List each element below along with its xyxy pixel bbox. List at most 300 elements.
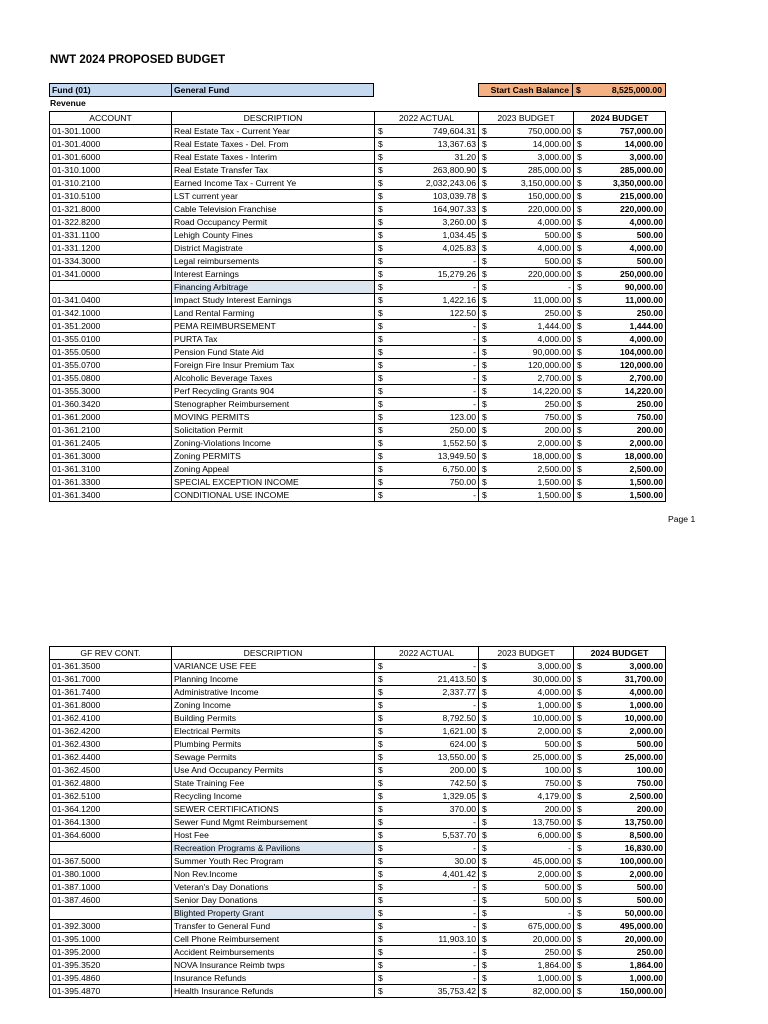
- actual-2022-cell: [375, 190, 479, 203]
- account-cell: 01-361.3100: [50, 463, 172, 476]
- header-2023-budget: 2023 BUDGET: [479, 647, 574, 660]
- currency-symbol: $: [577, 490, 582, 500]
- currency-symbol: $: [378, 490, 383, 500]
- table-row: [50, 972, 666, 985]
- description-cell: Veteran's Day Donations: [172, 881, 375, 894]
- budget-2024-cell: [574, 463, 666, 476]
- currency-symbol: $: [378, 947, 383, 957]
- budget-2023-cell: [479, 907, 574, 920]
- amount: 500.00: [544, 882, 571, 892]
- currency-symbol: $: [482, 869, 487, 879]
- currency-symbol: $: [577, 269, 582, 279]
- budget-2023-cell: [479, 777, 574, 790]
- currency-symbol: $: [378, 386, 383, 396]
- account-cell: 01-361.2100: [50, 424, 172, 437]
- budget-2024-cell: [574, 203, 666, 216]
- account-cell: 01-361.3500: [50, 660, 172, 673]
- account-cell: 01-361.2000: [50, 411, 172, 424]
- currency-symbol: $: [378, 726, 383, 736]
- currency-symbol: $: [577, 360, 582, 370]
- description-cell: Accident Reimbursements: [172, 946, 375, 959]
- amount: 1,500.00: [629, 477, 663, 487]
- currency-symbol: $: [576, 85, 581, 95]
- budget-2023-cell: [479, 346, 574, 359]
- amount: 1,552.50: [442, 438, 476, 448]
- currency-symbol: $: [577, 765, 582, 775]
- amount: 13,550.00: [437, 752, 476, 762]
- account-cell: 01-310.2100: [50, 177, 172, 190]
- actual-2022-cell: [375, 933, 479, 946]
- table-row: [50, 489, 666, 502]
- description-cell: NOVA Insurance Reimb twps: [172, 959, 375, 972]
- currency-symbol: $: [577, 178, 582, 188]
- amount: -: [473, 321, 476, 331]
- currency-symbol: $: [577, 661, 582, 671]
- budget-2024-cell: [574, 229, 666, 242]
- budget-2023-cell: [479, 372, 574, 385]
- amount: -: [473, 947, 476, 957]
- budget-2023-cell: [479, 437, 574, 450]
- amount: 4,000.00: [629, 687, 663, 697]
- amount: 30,000.00: [532, 674, 571, 684]
- budget-2023-cell: [479, 985, 574, 998]
- currency-symbol: $: [482, 243, 487, 253]
- currency-symbol: $: [378, 869, 383, 879]
- amount: 1,444.00: [537, 321, 571, 331]
- amount: -: [473, 661, 476, 671]
- amount: 250.00: [449, 425, 476, 435]
- table-row: [50, 738, 666, 751]
- currency-symbol: $: [577, 347, 582, 357]
- currency-symbol: $: [577, 739, 582, 749]
- description-cell: Zoning Income: [172, 699, 375, 712]
- currency-symbol: $: [378, 986, 383, 996]
- amount: 1,864.00: [537, 960, 571, 970]
- budget-2024-cell: [574, 138, 666, 151]
- currency-symbol: $: [577, 752, 582, 762]
- currency-symbol: $: [577, 399, 582, 409]
- currency-symbol: $: [577, 139, 582, 149]
- currency-symbol: $: [378, 765, 383, 775]
- amount: 150,000.00: [619, 986, 663, 996]
- budget-2024-cell: [574, 294, 666, 307]
- amount: -: [568, 908, 571, 918]
- actual-2022-cell: [375, 216, 479, 229]
- budget-2024-cell: [574, 764, 666, 777]
- table-row: [50, 725, 666, 738]
- currency-symbol: $: [482, 165, 487, 175]
- table-row: [50, 751, 666, 764]
- budget-2024-cell: [574, 307, 666, 320]
- account-cell: 01-334.3000: [50, 255, 172, 268]
- amount: 18,000.00: [624, 451, 663, 461]
- actual-2022-cell: [375, 946, 479, 959]
- currency-symbol: $: [378, 921, 383, 931]
- account-cell: 01-362.4300: [50, 738, 172, 751]
- account-cell: 01-362.4100: [50, 712, 172, 725]
- currency-symbol: $: [577, 165, 582, 175]
- amount: 1,500.00: [537, 490, 571, 500]
- currency-symbol: $: [577, 282, 582, 292]
- amount: 2,000.00: [629, 438, 663, 448]
- budget-2024-cell: [574, 686, 666, 699]
- revenue-label: Revenue: [50, 98, 86, 108]
- currency-symbol: $: [378, 256, 383, 266]
- table-row: [50, 777, 666, 790]
- table-row: [50, 933, 666, 946]
- description-cell: CONDITIONAL USE INCOME: [172, 489, 375, 502]
- budget-2023-cell: [479, 790, 574, 803]
- actual-2022-cell: [375, 411, 479, 424]
- currency-symbol: $: [482, 451, 487, 461]
- account-cell: 01-361.8000: [50, 699, 172, 712]
- actual-2022-cell: [375, 268, 479, 281]
- budget-2023-cell: [479, 294, 574, 307]
- amount: 90,000.00: [532, 347, 571, 357]
- amount: 3,000.00: [537, 152, 571, 162]
- amount: 500.00: [636, 230, 663, 240]
- amount: -: [568, 282, 571, 292]
- currency-symbol: $: [482, 399, 487, 409]
- description-cell: Building Permits: [172, 712, 375, 725]
- currency-symbol: $: [482, 386, 487, 396]
- table-row: [50, 450, 666, 463]
- budget-2024-cell: [574, 398, 666, 411]
- actual-2022-cell: [375, 229, 479, 242]
- actual-2022-cell: [375, 738, 479, 751]
- currency-symbol: $: [378, 713, 383, 723]
- budget-2024-cell: [574, 920, 666, 933]
- budget-2024-cell: [574, 385, 666, 398]
- currency-symbol: $: [378, 139, 383, 149]
- currency-symbol: $: [577, 451, 582, 461]
- table-row: [50, 190, 666, 203]
- account-cell: [50, 842, 172, 855]
- actual-2022-cell: [375, 816, 479, 829]
- currency-symbol: $: [577, 908, 582, 918]
- budget-2023-cell: [479, 255, 574, 268]
- budget-2023-cell: [479, 959, 574, 972]
- description-cell: LST current year: [172, 190, 375, 203]
- currency-symbol: $: [482, 960, 487, 970]
- amount: -: [568, 843, 571, 853]
- actual-2022-cell: [375, 463, 479, 476]
- actual-2022-cell: [375, 881, 479, 894]
- amount: 200.00: [449, 765, 476, 775]
- start-cash-value: [572, 83, 666, 97]
- description-cell: Stenographer Reimbursement: [172, 398, 375, 411]
- account-cell: 01-387.4600: [50, 894, 172, 907]
- amount: 14,000.00: [624, 139, 663, 149]
- amount: 100.00: [636, 765, 663, 775]
- table-row: [50, 855, 666, 868]
- budget-2023-cell: [479, 411, 574, 424]
- currency-symbol: $: [378, 895, 383, 905]
- amount: 500.00: [636, 739, 663, 749]
- amount: 500.00: [544, 230, 571, 240]
- budget-2023-cell: [479, 920, 574, 933]
- currency-symbol: $: [378, 817, 383, 827]
- budget-2023-cell: [479, 489, 574, 502]
- budget-2024-cell: [574, 268, 666, 281]
- amount: 30.00: [454, 856, 476, 866]
- amount: 757,000.00: [619, 126, 663, 136]
- currency-symbol: $: [482, 230, 487, 240]
- budget-2024-cell: [574, 972, 666, 985]
- currency-symbol: $: [482, 464, 487, 474]
- account-cell: 01-341.0000: [50, 268, 172, 281]
- amount: 2,032,243.06: [425, 178, 476, 188]
- amount: 3,000.00: [537, 661, 571, 671]
- currency-symbol: $: [482, 973, 487, 983]
- currency-symbol: $: [482, 921, 487, 931]
- currency-symbol: $: [482, 739, 487, 749]
- currency-symbol: $: [482, 178, 487, 188]
- actual-2022-cell: [375, 489, 479, 502]
- currency-symbol: $: [378, 308, 383, 318]
- account-cell: 01-364.6000: [50, 829, 172, 842]
- amount: 31,700.00: [624, 674, 663, 684]
- amount: 4,000.00: [537, 334, 571, 344]
- table-row: [50, 385, 666, 398]
- currency-symbol: $: [577, 464, 582, 474]
- amount: 250.00: [544, 308, 571, 318]
- table-row: [50, 216, 666, 229]
- amount: 1,034.45: [442, 230, 476, 240]
- amount: 1,000.00: [537, 700, 571, 710]
- amount: -: [473, 347, 476, 357]
- budget-2023-cell: [479, 933, 574, 946]
- actual-2022-cell: [375, 151, 479, 164]
- description-cell: Zoning-Violations Income: [172, 437, 375, 450]
- amount: 4,000.00: [537, 687, 571, 697]
- budget-2024-cell: [574, 660, 666, 673]
- amount: 1,500.00: [629, 490, 663, 500]
- currency-symbol: $: [577, 713, 582, 723]
- budget-2024-cell: [574, 946, 666, 959]
- budget-2023-cell: [479, 855, 574, 868]
- currency-symbol: $: [482, 817, 487, 827]
- amount: 200.00: [636, 804, 663, 814]
- budget-2024-cell: [574, 790, 666, 803]
- amount: 13,367.63: [437, 139, 476, 149]
- currency-symbol: $: [378, 412, 383, 422]
- currency-symbol: $: [378, 178, 383, 188]
- amount: 742.50: [449, 778, 476, 788]
- actual-2022-cell: [375, 686, 479, 699]
- amount: 250,000.00: [619, 269, 663, 279]
- actual-2022-cell: [375, 294, 479, 307]
- currency-symbol: $: [378, 674, 383, 684]
- description-cell: Use And Occupancy Permits: [172, 764, 375, 777]
- currency-symbol: $: [378, 464, 383, 474]
- actual-2022-cell: [375, 346, 479, 359]
- amount: 104,000.00: [619, 347, 663, 357]
- amount: 220,000.00: [527, 269, 571, 279]
- budget-2023-cell: [479, 803, 574, 816]
- amount: 750,000.00: [527, 126, 571, 136]
- description-cell: Senior Day Donations: [172, 894, 375, 907]
- currency-symbol: $: [378, 830, 383, 840]
- amount: 4,000.00: [629, 334, 663, 344]
- account-cell: 01-367.5000: [50, 855, 172, 868]
- amount: -: [473, 256, 476, 266]
- currency-symbol: $: [482, 139, 487, 149]
- description-cell: Recycling Income: [172, 790, 375, 803]
- description-cell: Financing Arbitrage: [172, 281, 375, 294]
- header-description: DESCRIPTION: [172, 647, 375, 660]
- actual-2022-cell: [375, 359, 479, 372]
- actual-2022-cell: [375, 281, 479, 294]
- table-header-row: [50, 112, 666, 125]
- budget-2023-cell: [479, 138, 574, 151]
- table-row: [50, 268, 666, 281]
- currency-symbol: $: [482, 282, 487, 292]
- actual-2022-cell: [375, 177, 479, 190]
- currency-symbol: $: [378, 399, 383, 409]
- currency-symbol: $: [482, 295, 487, 305]
- currency-symbol: $: [378, 360, 383, 370]
- account-cell: 01-355.0800: [50, 372, 172, 385]
- amount: 749,604.31: [432, 126, 476, 136]
- budget-2024-cell: [574, 673, 666, 686]
- actual-2022-cell: [375, 959, 479, 972]
- currency-symbol: $: [577, 386, 582, 396]
- table-row: [50, 437, 666, 450]
- currency-symbol: $: [482, 373, 487, 383]
- currency-symbol: $: [482, 321, 487, 331]
- account-cell: 01-362.5100: [50, 790, 172, 803]
- table-row: [50, 920, 666, 933]
- amount: 11,000.00: [533, 295, 571, 305]
- currency-symbol: $: [577, 126, 582, 136]
- table-row: [50, 229, 666, 242]
- amount: 1,000.00: [629, 700, 663, 710]
- currency-symbol: $: [577, 373, 582, 383]
- currency-symbol: $: [577, 817, 582, 827]
- amount: 750.00: [636, 412, 663, 422]
- header-2024-budget: 2024 BUDGET: [574, 647, 666, 660]
- account-cell: 01-361.3300: [50, 476, 172, 489]
- amount: 263,800.90: [432, 165, 476, 175]
- table-row: [50, 868, 666, 881]
- currency-symbol: $: [577, 856, 582, 866]
- table-row: [50, 203, 666, 216]
- table-row: [50, 294, 666, 307]
- account-cell: 01-301.1000: [50, 125, 172, 138]
- budget-2024-cell: [574, 437, 666, 450]
- budget-2024-cell: [574, 803, 666, 816]
- currency-symbol: $: [378, 804, 383, 814]
- actual-2022-cell: [375, 699, 479, 712]
- currency-symbol: $: [577, 895, 582, 905]
- currency-symbol: $: [577, 687, 582, 697]
- budget-2024-cell: [574, 346, 666, 359]
- currency-symbol: $: [482, 752, 487, 762]
- amount: 120,000.00: [619, 360, 663, 370]
- amount: 4,025.83: [442, 243, 476, 253]
- amount: -: [473, 817, 476, 827]
- budget-2023-cell: [479, 673, 574, 686]
- table-row: [50, 333, 666, 346]
- table-row: [50, 164, 666, 177]
- currency-symbol: $: [482, 425, 487, 435]
- currency-symbol: $: [378, 908, 383, 918]
- amount: 2,700.00: [537, 373, 571, 383]
- description-cell: Alcoholic Beverage Taxes: [172, 372, 375, 385]
- currency-symbol: $: [378, 687, 383, 697]
- amount: -: [473, 399, 476, 409]
- amount: -: [473, 373, 476, 383]
- currency-symbol: $: [577, 674, 582, 684]
- currency-symbol: $: [378, 882, 383, 892]
- header-2022-actual: 2022 ACTUAL: [375, 647, 479, 660]
- budget-2024-cell: [574, 699, 666, 712]
- amount: 122.50: [449, 308, 476, 318]
- amount: 1,000.00: [629, 973, 663, 983]
- currency-symbol: $: [482, 726, 487, 736]
- actual-2022-cell: [375, 307, 479, 320]
- amount: 4,000.00: [629, 217, 663, 227]
- amount: 2,000.00: [629, 869, 663, 879]
- account-cell: 01-364.1300: [50, 816, 172, 829]
- currency-symbol: $: [378, 934, 383, 944]
- currency-symbol: $: [378, 752, 383, 762]
- amount: 1,444.00: [629, 321, 663, 331]
- table-row: [50, 255, 666, 268]
- table-row: [50, 959, 666, 972]
- currency-symbol: $: [482, 412, 487, 422]
- budget-2023-cell: [479, 229, 574, 242]
- table-row: [50, 842, 666, 855]
- budget-2023-cell: [479, 894, 574, 907]
- amount: -: [473, 960, 476, 970]
- actual-2022-cell: [375, 424, 479, 437]
- amount: -: [473, 334, 476, 344]
- actual-2022-cell: [375, 660, 479, 673]
- budget-2023-cell: [479, 868, 574, 881]
- budget-2023-cell: [479, 972, 574, 985]
- amount: 14,000.00: [532, 139, 571, 149]
- account-cell: [50, 281, 172, 294]
- currency-symbol: $: [378, 334, 383, 344]
- currency-symbol: $: [482, 126, 487, 136]
- currency-symbol: $: [482, 713, 487, 723]
- amount: 500.00: [636, 256, 663, 266]
- amount: 285,000.00: [619, 165, 663, 175]
- currency-symbol: $: [378, 661, 383, 671]
- amount: 4,401.42: [442, 869, 476, 879]
- amount: 750.00: [449, 477, 476, 487]
- currency-symbol: $: [482, 778, 487, 788]
- account-cell: 01-361.3400: [50, 489, 172, 502]
- budget-2023-cell: [479, 242, 574, 255]
- currency-symbol: $: [482, 204, 487, 214]
- description-cell: Plumbing Permits: [172, 738, 375, 751]
- budget-2024-cell: [574, 894, 666, 907]
- account-cell: 01-380.1000: [50, 868, 172, 881]
- amount: 8,792.50: [442, 713, 476, 723]
- amount: 100.00: [544, 765, 571, 775]
- start-cash-label: Start Cash Balance: [478, 83, 573, 97]
- description-cell: Earned Income Tax - Current Ye: [172, 177, 375, 190]
- account-cell: 01-395.4870: [50, 985, 172, 998]
- currency-symbol: $: [482, 308, 487, 318]
- budget-2024-cell: [574, 489, 666, 502]
- actual-2022-cell: [375, 972, 479, 985]
- amount: -: [473, 360, 476, 370]
- currency-symbol: $: [482, 152, 487, 162]
